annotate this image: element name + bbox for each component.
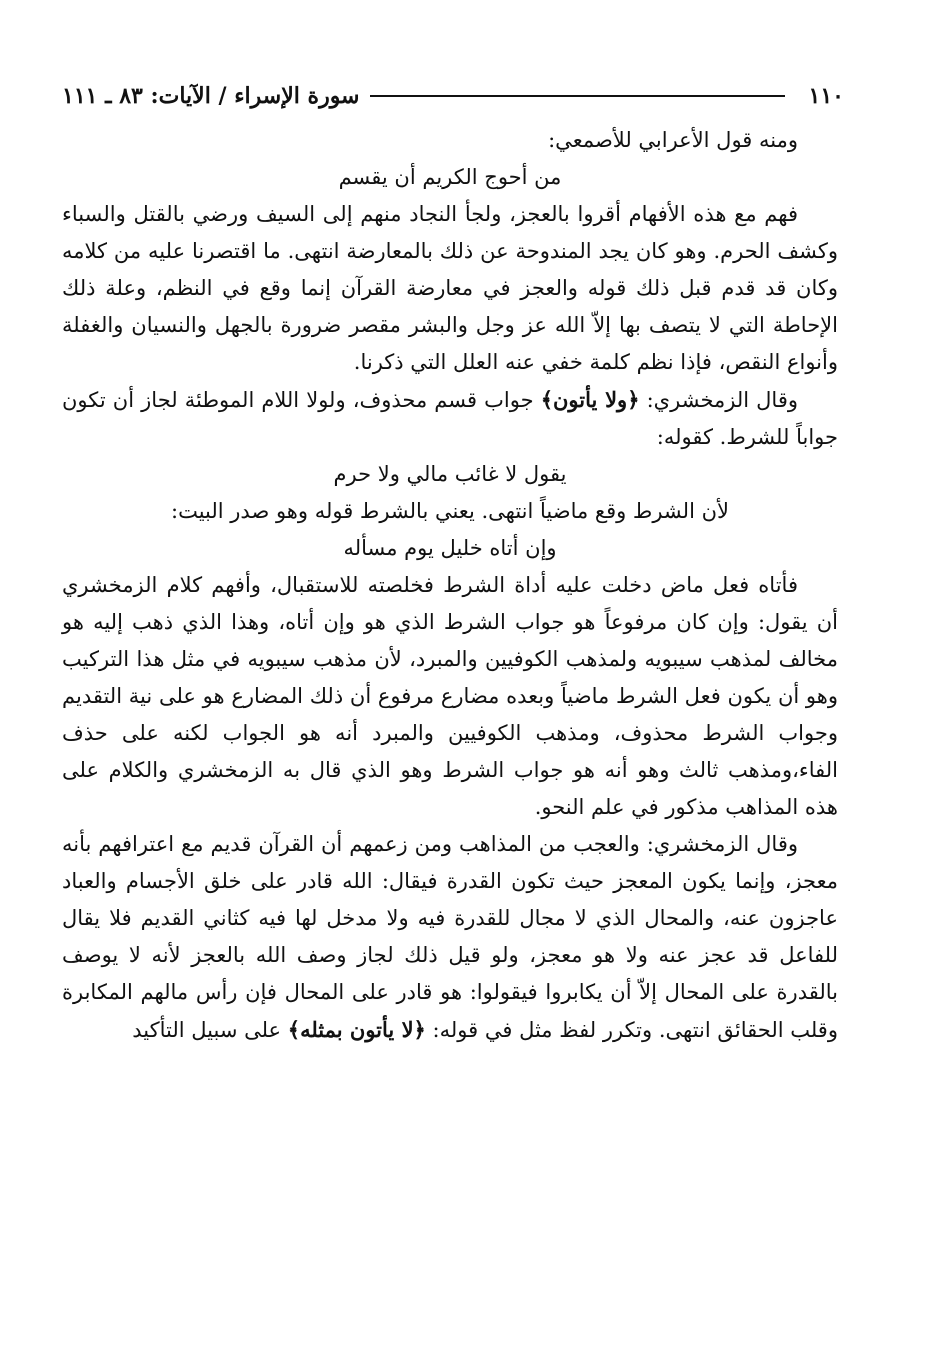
paragraph-intro: ومنه قول الأعرابي للأصمعي: xyxy=(548,128,798,152)
paragraph-3 xyxy=(62,381,838,456)
verse-line-1: من أحوج الكريم أن يقسم xyxy=(338,165,562,189)
paragraph-3-text-b: جواب قسم محذوف، ولولا اللام الموطئة لجاز أن تكون جواباً للشرط. كقوله: xyxy=(62,388,838,449)
page-number: ١١٠ xyxy=(808,83,844,109)
paragraph-5 xyxy=(62,826,838,1049)
header-rule xyxy=(370,95,785,97)
paragraph-5-text-b: على سبيل التأكيد xyxy=(132,1018,288,1042)
body-text xyxy=(62,122,838,1049)
verse-commentary: لأن الشرط وقع ماضياً انتهى. يعني بالشرط قوله وهو صدر البيت: xyxy=(171,499,729,523)
quran-quote-1: ﴿ولا يأتون﴾ xyxy=(540,387,640,412)
quran-quote-2: ﴿لا يأتون بمثله﴾ xyxy=(287,1017,426,1042)
verse-line-3: وإن أتاه خليل يوم مسأله xyxy=(343,536,557,560)
paragraph-3-text-a: وقال الزمخشري: xyxy=(639,388,798,412)
paragraph-5-text-a: وقال الزمخشري: والعجب من المذاهب ومن زعمهم أن القرآن قديم مع اعترافهم بأنه معجز، وإنما يكون المعجز حيث تكون القدرة فيقال: الله قادر على خلق الأجسام والعباد عاجزون عنه، والمحال الذي لا مجال للقدرة فيه ولا مدخل لها فيه كثاني القديم فلا يقال للفاعل قد عجز عنه ولا هو معجز، ولو قيل ذلك لجاز وصف الله بالعجز لأنه لا يوصف بالقدرة على المحال إلاّ أن يكابروا فيقولوا: هو قادر على المحال فإن رأس مالهم المكابرة وقلب الحقائق انتهى. وتكرر لفظ مثل في قوله: xyxy=(62,832,838,1042)
paragraph-4: فأتاه فعل ماض دخلت عليه أداة الشرط فخلصته للاستقبال، وأفهم كلام الزمخشري أن يقول: وإن كان مرفوعاً هو جواب الشرط الذي هو وإن أتاه، وهذا الذي ذهب إليه هو مخالف لمذهب سيبويه ولمذهب الكوفيين والمبرد، لأن مذهب سيبويه في مثل هذا التركيب وهو أن يكون فعل الشرط ماضياً وبعده مضارع مرفوع أن ذلك المضارع هو على نية التقديم وجواب الشرط محذوف، ومذهب الكوفيين والمبرد أنه هو الجواب لكنه على حذف الفاء،ومذهب ثالث وهو أنه هو جواب الشرط وهو الذي قال به الزمخشري والكلام على هذه المذاهب مذكور في علم النحو. xyxy=(62,573,838,819)
verse-line-2: يقول لا غائب مالي ولا حرم xyxy=(333,462,567,486)
paragraph-2: فهم مع هذه الأفهام أقروا بالعجز، ولجأ النجاد منهم إلى السيف ورضي بالقتل والسباء وكشف الحرم. وهو كان يجد المندوحة عن ذلك بالمعارضة انتهى. ما اقتصرنا عليه من كلامه وكان قد قدم قبل ذلك قوله والعجز في معارضة القرآن إنما وقع في النظم، وعلة ذلك الإحاطة التي لا يتصف بها إلاّ الله عز وجل والبشر مقصر ضرورة بالجهل والنسيان والغفلة وأنواع النقص، فإذا نظم كلمة خفي عنه العلل التي ذكرنا. xyxy=(62,202,838,374)
header-title: سورة الإسراء / الآيات: ٨٣ ـ ١١١ xyxy=(62,83,360,109)
running-header xyxy=(62,78,844,114)
